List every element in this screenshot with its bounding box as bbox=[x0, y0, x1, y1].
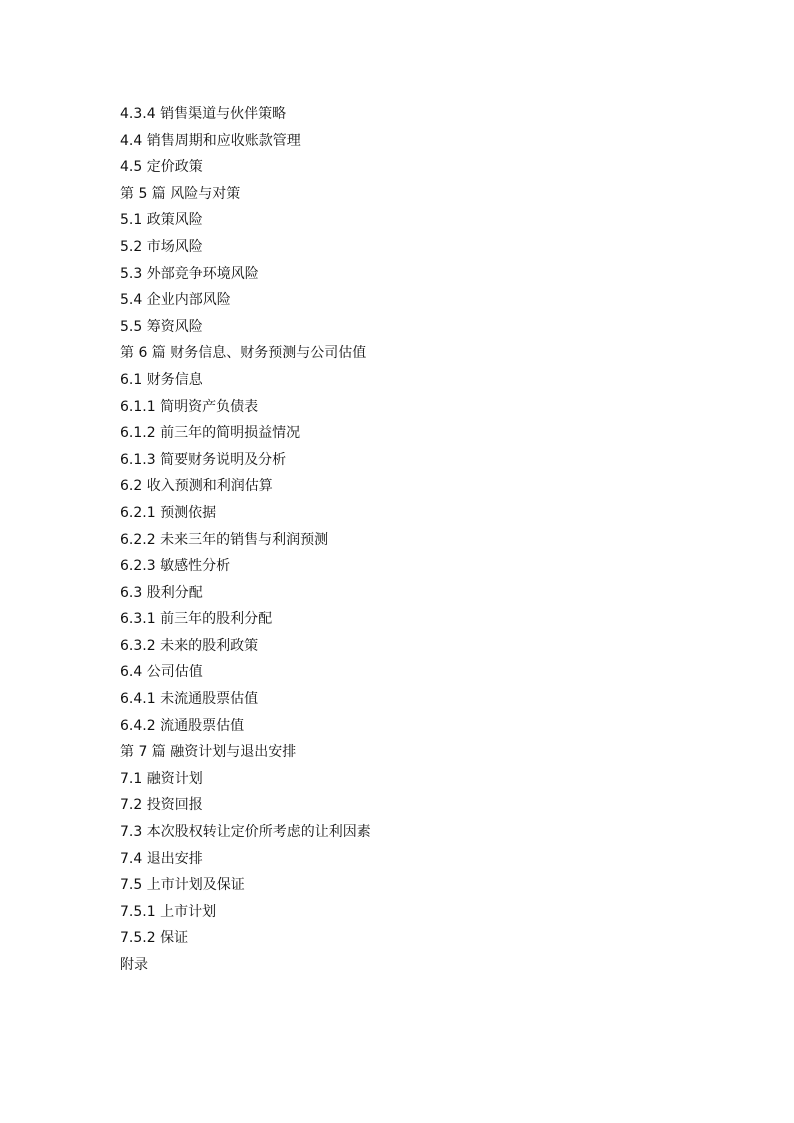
toc-entry: 7.1 融资计划 bbox=[120, 770, 203, 787]
toc-entry: 7.3 本次股权转让定价所考虑的让利因素 bbox=[120, 824, 371, 841]
toc-entry: 6.3.1 前三年的股利分配 bbox=[120, 611, 273, 628]
toc-entry: 5.1 政策风险 bbox=[120, 212, 203, 229]
toc-chapter-heading: 第 5 篇 风险与对策 bbox=[120, 185, 241, 202]
toc-entry: 5.3 外部竞争环境风险 bbox=[120, 265, 259, 282]
toc-entry: 6.1.2 前三年的简明损益情况 bbox=[120, 425, 301, 442]
toc-entry: 7.5.2 保证 bbox=[120, 930, 189, 947]
toc-entry: 6.2.2 未来三年的销售与利润预测 bbox=[120, 531, 329, 548]
toc-entry: 6.2.1 预测依据 bbox=[120, 504, 217, 521]
toc-appendix: 附录 bbox=[120, 957, 148, 973]
table-of-contents bbox=[120, 101, 371, 979]
toc-entry: 6.3.2 未来的股利政策 bbox=[120, 637, 259, 654]
toc-entry: 6.1.3 简要财务说明及分析 bbox=[120, 451, 287, 468]
toc-entry: 4.5 定价政策 bbox=[120, 159, 203, 176]
toc-entry: 7.2 投资回报 bbox=[120, 797, 203, 814]
toc-entry: 6.4 公司估值 bbox=[120, 664, 203, 681]
toc-entry: 7.5 上市计划及保证 bbox=[120, 877, 245, 894]
toc-entry: 4.3.4 销售渠道与伙伴策略 bbox=[120, 106, 287, 122]
toc-entry: 6.4.2 流通股票估值 bbox=[120, 717, 245, 734]
toc-entry: 6.3 股利分配 bbox=[120, 584, 203, 601]
toc-entry: 6.1.1 简明资产负债表 bbox=[120, 398, 259, 415]
toc-entry: 7.4 退出安排 bbox=[120, 850, 203, 867]
toc-entry: 5.2 市场风险 bbox=[120, 238, 203, 255]
toc-chapter-heading: 第 7 篇 融资计划与退出安排 bbox=[120, 744, 297, 761]
toc-entry: 5.4 企业内部风险 bbox=[120, 292, 231, 309]
toc-chapter-heading: 第 6 篇 财务信息、财务预测与公司估值 bbox=[120, 345, 367, 362]
toc-entry: 6.4.1 未流通股票估值 bbox=[120, 691, 259, 708]
toc-entry: 7.5.1 上市计划 bbox=[120, 903, 217, 920]
toc-entry: 6.2.3 敏感性分析 bbox=[120, 558, 231, 575]
toc-entry: 6.2 收入预测和利润估算 bbox=[120, 478, 273, 495]
toc-entry: 4.4 销售周期和应收账款管理 bbox=[120, 132, 301, 149]
toc-entry: 6.1 财务信息 bbox=[120, 371, 203, 388]
toc-entry: 5.5 筹资风险 bbox=[120, 318, 203, 335]
